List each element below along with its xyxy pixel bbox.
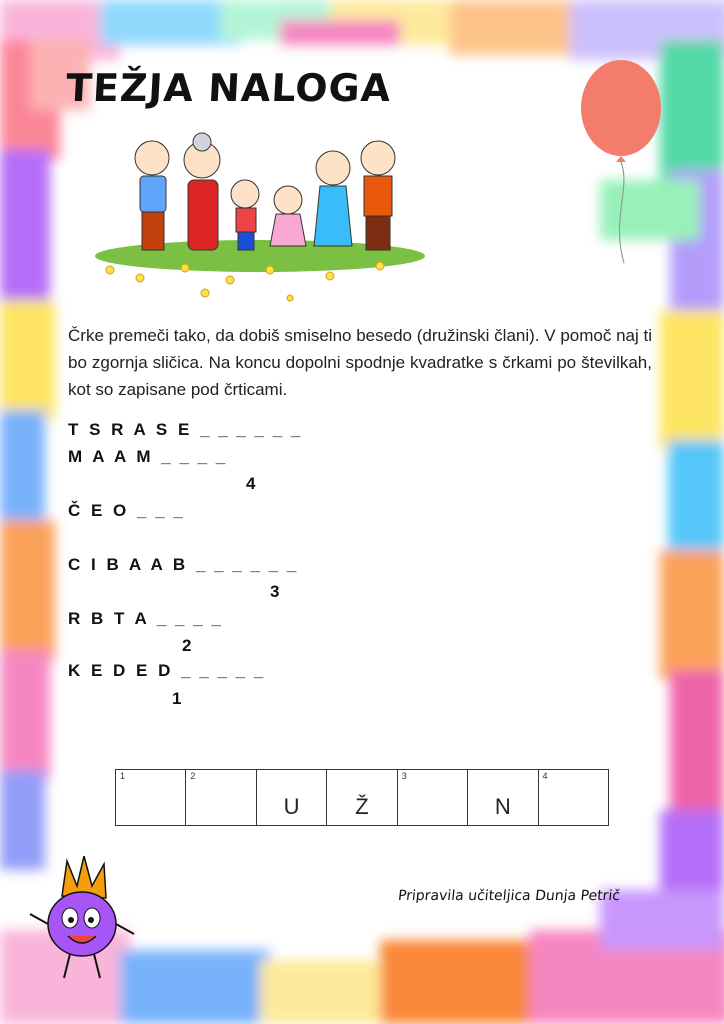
letter-number: 1: [172, 689, 182, 708]
puzzle-letters: Č E O: [68, 501, 130, 520]
grid-cell[interactable]: N: [468, 770, 538, 825]
grid-cell[interactable]: U: [257, 770, 327, 825]
answer-blanks[interactable]: _ _ _ _: [161, 447, 228, 466]
mascot-icon: [22, 856, 142, 986]
answer-blanks[interactable]: _ _ _ _ _ _: [195, 555, 299, 574]
puzzle-row-4: [68, 555, 298, 575]
puzzle-row-2: [68, 447, 227, 467]
puzzle-row-1: [68, 420, 302, 440]
letter-number: 2: [182, 636, 192, 655]
puzzle-letters: M A A M: [68, 447, 154, 466]
balloon-icon: [576, 58, 666, 268]
letter-number: 4: [246, 474, 256, 493]
answer-blanks[interactable]: _ _ _: [137, 501, 185, 520]
author-credit: Pripravila učiteljica Dunja Petrič: [397, 888, 621, 904]
letter-number: 3: [270, 582, 280, 601]
puzzle-letters: R B T A: [68, 609, 150, 628]
answer-blanks[interactable]: _ _ _ _: [156, 609, 223, 628]
puzzle-row-3: [68, 501, 185, 521]
grid-cell[interactable]: Ž: [327, 770, 397, 825]
puzzle-row-5: [68, 609, 223, 629]
instructions-text: Črke premeči tako, da dobiš smiselno besedo (družinski člani). V pomoč naj ti bo zgornja sličica. Na koncu dopolni spodnje kvadratke s črkami po številkah, kot so zapisane pod črticami.: [68, 326, 652, 399]
family-illustration: [90, 128, 440, 306]
answer-blanks[interactable]: _ _ _ _ _ _: [200, 420, 303, 439]
grid-cell[interactable]: 3: [398, 770, 468, 825]
grid-cell[interactable]: 2: [186, 770, 256, 825]
answer-grid: [115, 769, 609, 826]
puzzle-letters: C I B A A B: [68, 555, 189, 574]
grid-cell[interactable]: 4: [542, 771, 548, 781]
puzzle-letters: K E D E D: [68, 661, 174, 680]
puzzle-letters: T S R A S E: [68, 420, 193, 439]
puzzle-row-6: [68, 661, 265, 681]
page-title: TEŽJA NALOGA: [64, 66, 393, 110]
grid-cell[interactable]: 1: [116, 770, 186, 825]
answer-blanks[interactable]: _ _ _ _ _: [181, 661, 266, 680]
